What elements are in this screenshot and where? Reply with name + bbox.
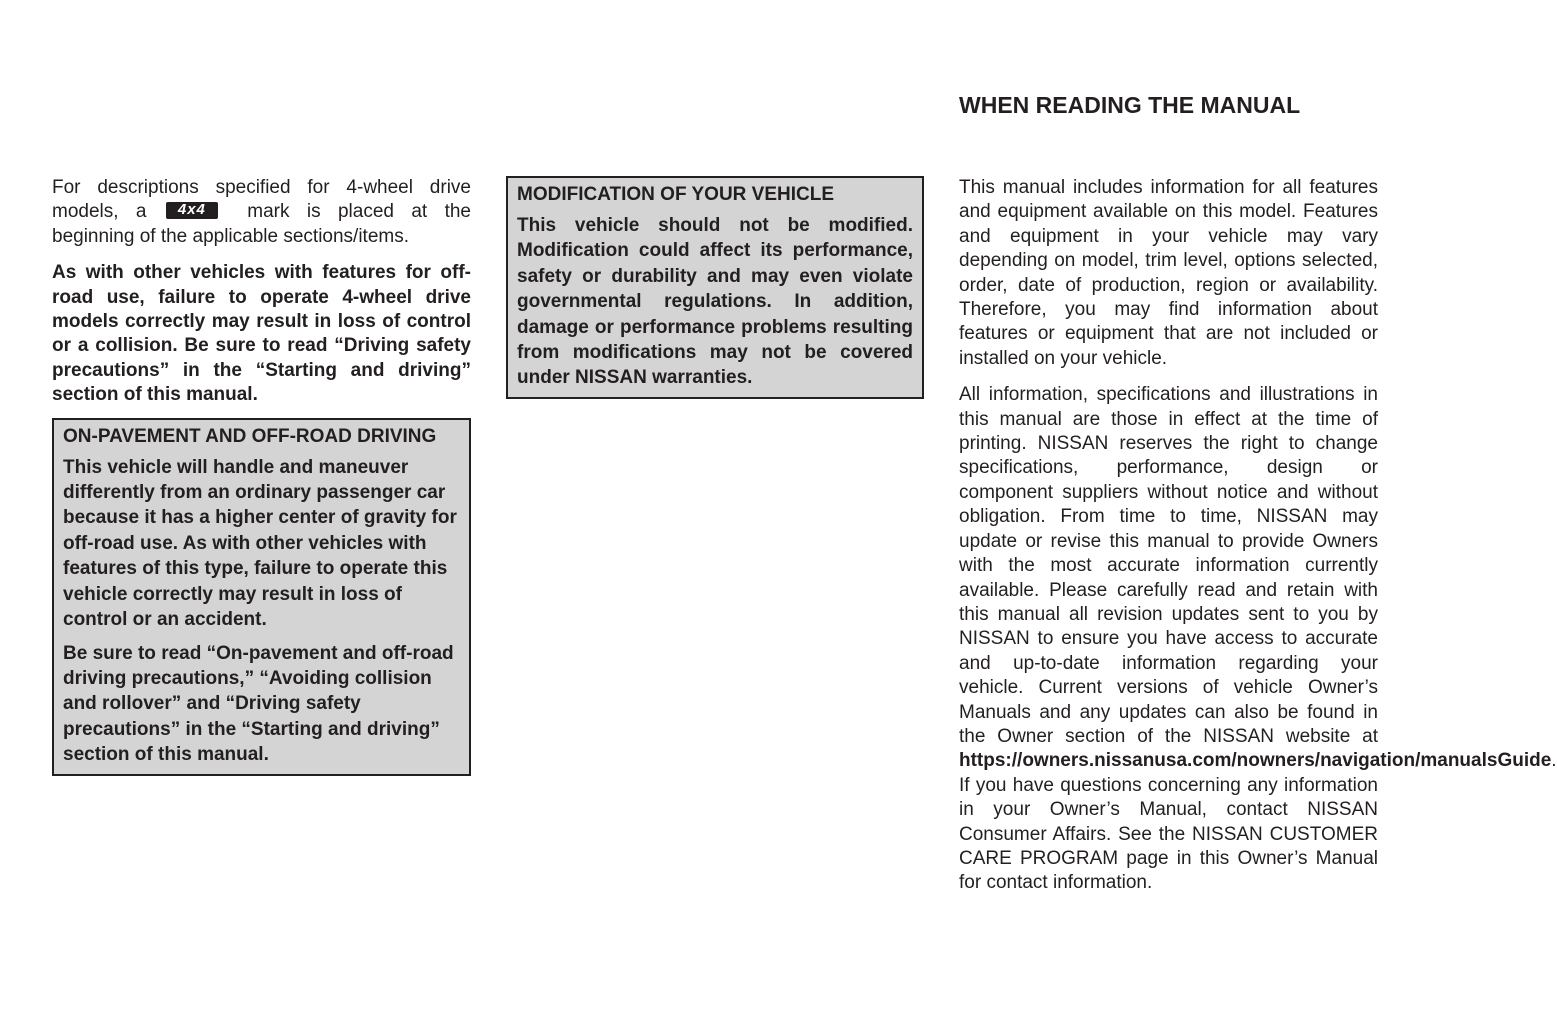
warning-box-title: MODIFICATION OF YOUR VEHICLE — [517, 184, 835, 205]
warning-box-paragraph: Be sure to read “On-pavement and off-road driving precautions,” “Avoiding collision and rollover” and “Driving safety precautions” in the “Starting and driving” section of this manual. — [63, 642, 454, 766]
four-wheel-drive-intro — [52, 176, 471, 249]
owners-website-link[interactable]: https://owners.nissanusa.com/nowners/navigation/manualsGuide — [959, 750, 1552, 772]
column-left — [52, 176, 471, 776]
warning-box-paragraph: This vehicle should not be modified. Modification could affect its performance, safety or durability and may even violate governmental regulations. In addition, damage or performance problems resulting from modifications may not be covered under NISSAN warranties. — [517, 215, 913, 389]
off-road-warning-paragraph: As with other vehicles with features for off-road use, failure to operate 4-wheel drive models correctly may result in loss of control or a collision. Be sure to read “Driving safety precautions” in the “Starting and driving” section of this manual. — [52, 262, 471, 406]
intro-text-before: For descriptions specified for 4-wheel drive models, a — [52, 177, 471, 223]
intro-text-after: mark is placed at the beginning of the applicable sections/items. — [52, 201, 471, 247]
4x4-mark-label: 4x4 — [177, 201, 206, 219]
on-pavement-warning-box — [52, 418, 471, 776]
4x4-mark-icon — [166, 202, 218, 219]
warning-box-paragraph: This vehicle will handle and maneuver differently from an ordinary passenger car because it has a higher center of gravity for off-road use. As with other vehicles with features of this type, failure to operate this vehicle correctly may result in loss of control or an accident. — [63, 456, 457, 631]
updates-text-after-url: . If you have questions concerning any information in your Owner’s Manual, contact NISSAN Consumer Affairs. See the NISSAN CUSTOMER CARE PROGRAM page in this Owner’s Manual for contact information. — [959, 750, 1557, 894]
manual-scope-paragraph: This manual includes information for all features and equipment available on this model. Features and equipment in your vehicle may vary depending on model, trim level, options selected, order, date of production, region or availability. Therefore, you may find information about features or equipment that are not included or installed on your vehicle. — [959, 177, 1378, 369]
column-right — [959, 176, 1557, 896]
page-heading: WHEN READING THE MANUAL — [959, 92, 1301, 118]
warning-box-title: ON-PAVEMENT AND OFF-ROAD DRIVING — [63, 425, 437, 447]
column-middle — [506, 176, 924, 399]
manual-updates-paragraph — [959, 383, 1557, 896]
modification-warning-box — [506, 176, 924, 399]
updates-text-before-url: All information, specifications and illustrations in this manual are those in effect at the time of printing. NISSAN reserves the right to change specifications, performance, design or component suppliers without notice and without obligation. From time to time, NISSAN may update or revise this manual to provide Owners with the most accurate information currently available. Please carefully read and retain with this manual all revision updates sent to you by NISSAN to ensure you have access to accurate and up-to-date information regarding your vehicle. Current versions of vehicle Owner’s Manuals and any updates can also be found in the Owner section of the NISSAN website at — [959, 384, 1378, 747]
